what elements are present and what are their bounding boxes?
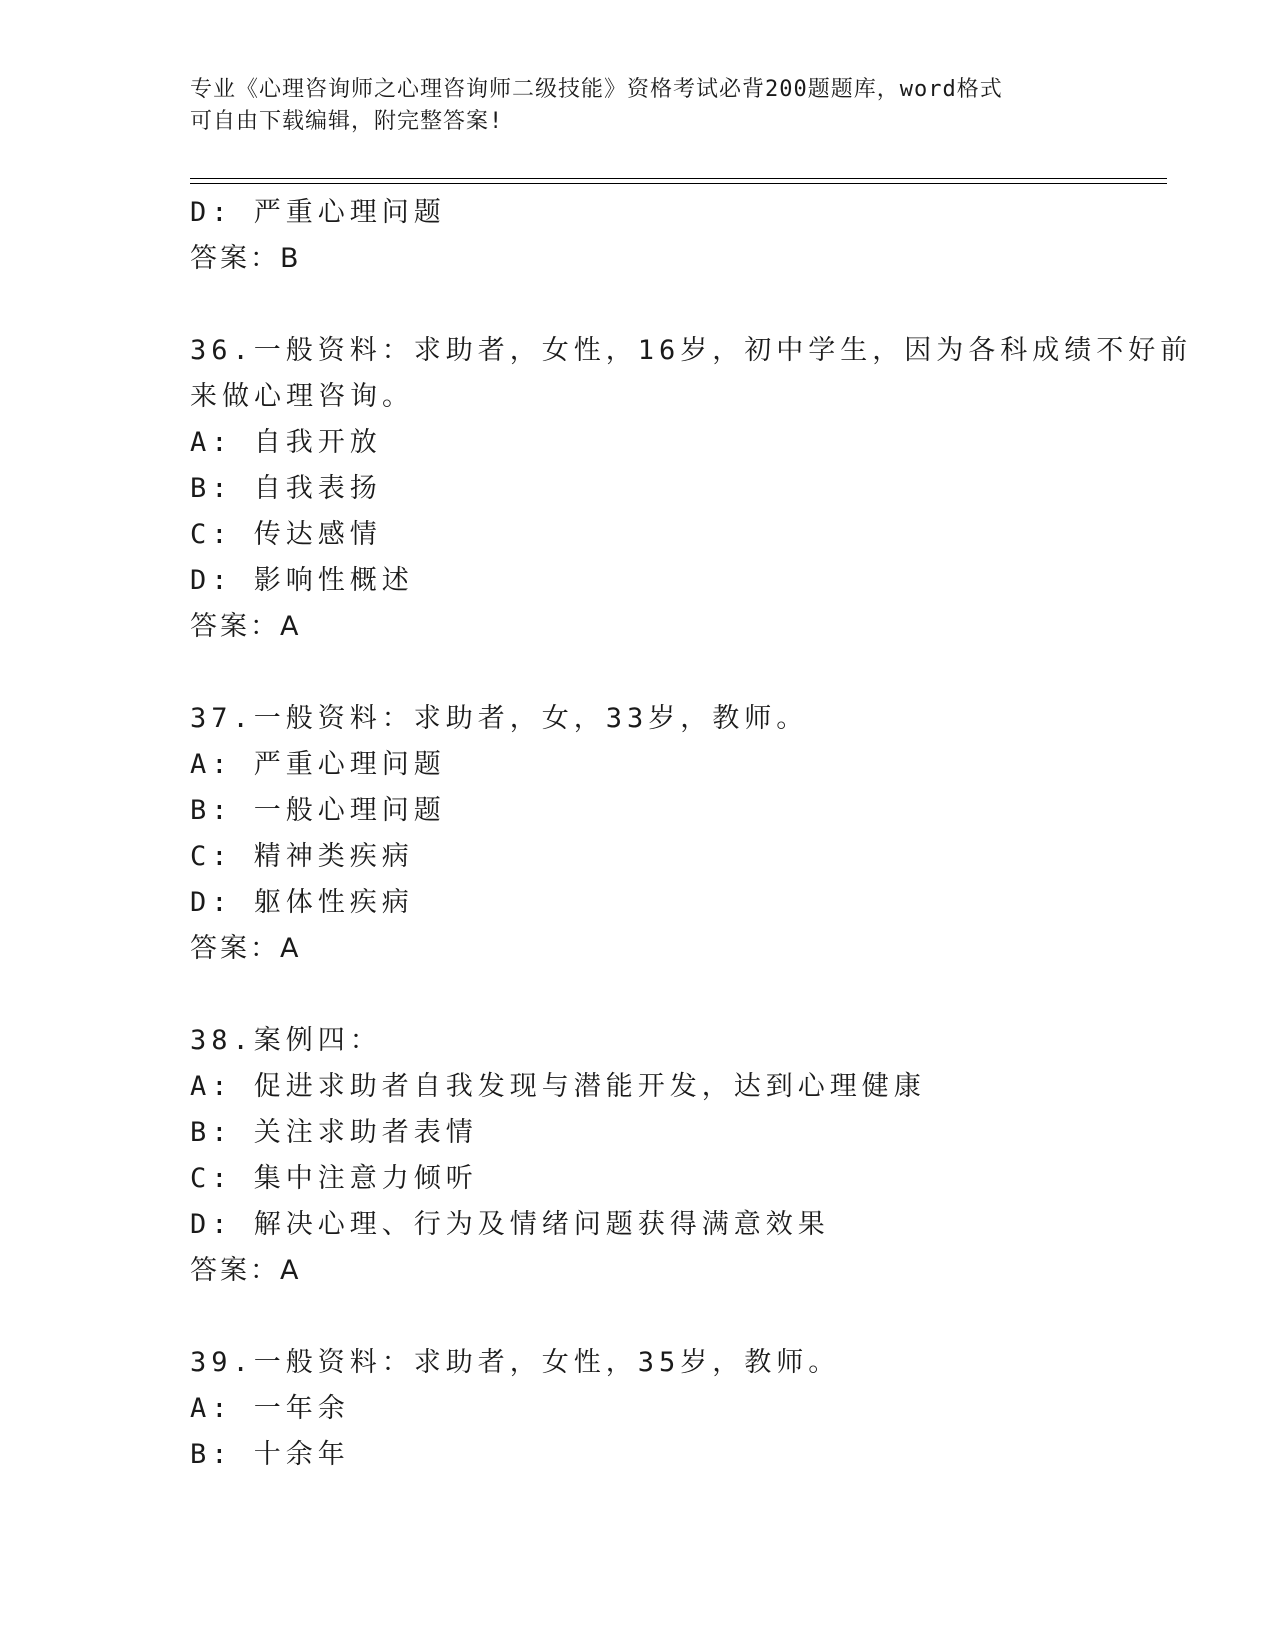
question-39: [190, 1340, 1090, 1478]
option-a: A: 自我开放: [190, 427, 382, 458]
option-d: D: 解决心理、行为及情绪问题获得满意效果: [190, 1209, 830, 1240]
question-stem: 39.一般资料：求助者，女性，35岁，教师。: [190, 1347, 841, 1378]
question-stem: 36.一般资料：求助者，女性，16岁，初中学生，因为各科成绩不好前: [190, 335, 1193, 366]
answer: 答案：A: [190, 1255, 302, 1286]
header-line-2: 可自由下载编辑，附完整答案!: [190, 109, 504, 134]
spacer: [190, 972, 1090, 1018]
question-stem: 37.一般资料：求助者，女，33岁，教师。: [190, 703, 809, 734]
question-list: [190, 190, 1193, 1478]
answer: 答案：A: [190, 611, 302, 642]
answer: 答案：B: [190, 243, 302, 274]
question-37: [190, 696, 1090, 972]
header-line-1: 专业《心理咨询师之心理咨询师二级技能》资格考试必背200题题库，word格式: [190, 77, 1003, 102]
option-a: A: 促进求助者自我发现与潜能开发，达到心理健康: [190, 1071, 926, 1102]
question-38: [190, 1018, 1090, 1294]
option-b: B: 自我表扬: [190, 473, 382, 504]
option-c: C: 精神类疾病: [190, 841, 414, 872]
question-35-tail: [190, 190, 1090, 282]
option-b: B: 一般心理问题: [190, 795, 446, 826]
option-c: C: 集中注意力倾听: [190, 1163, 478, 1194]
header-divider-bottom: [190, 183, 1167, 184]
answer: 答案：A: [190, 933, 302, 964]
option-d: D: 躯体性疾病: [190, 887, 414, 918]
option-b: B: 十余年: [190, 1439, 350, 1470]
question-stem-continued: 来做心理咨询。: [190, 381, 414, 412]
option-d: D: 严重心理问题: [190, 197, 446, 228]
option-b: B: 关注求助者表情: [190, 1117, 478, 1148]
spacer: [190, 282, 1090, 328]
header-divider-top: [190, 178, 1167, 179]
question-36: [190, 328, 1193, 650]
option-a: A: 严重心理问题: [190, 749, 446, 780]
spacer: [190, 1294, 1090, 1340]
option-d: D: 影响性概述: [190, 565, 414, 596]
document-header: [190, 74, 1090, 138]
option-a: A: 一年余: [190, 1393, 350, 1424]
option-c: C: 传达感情: [190, 519, 382, 550]
spacer: [190, 650, 1090, 696]
question-stem: 38.案例四：: [190, 1025, 382, 1056]
